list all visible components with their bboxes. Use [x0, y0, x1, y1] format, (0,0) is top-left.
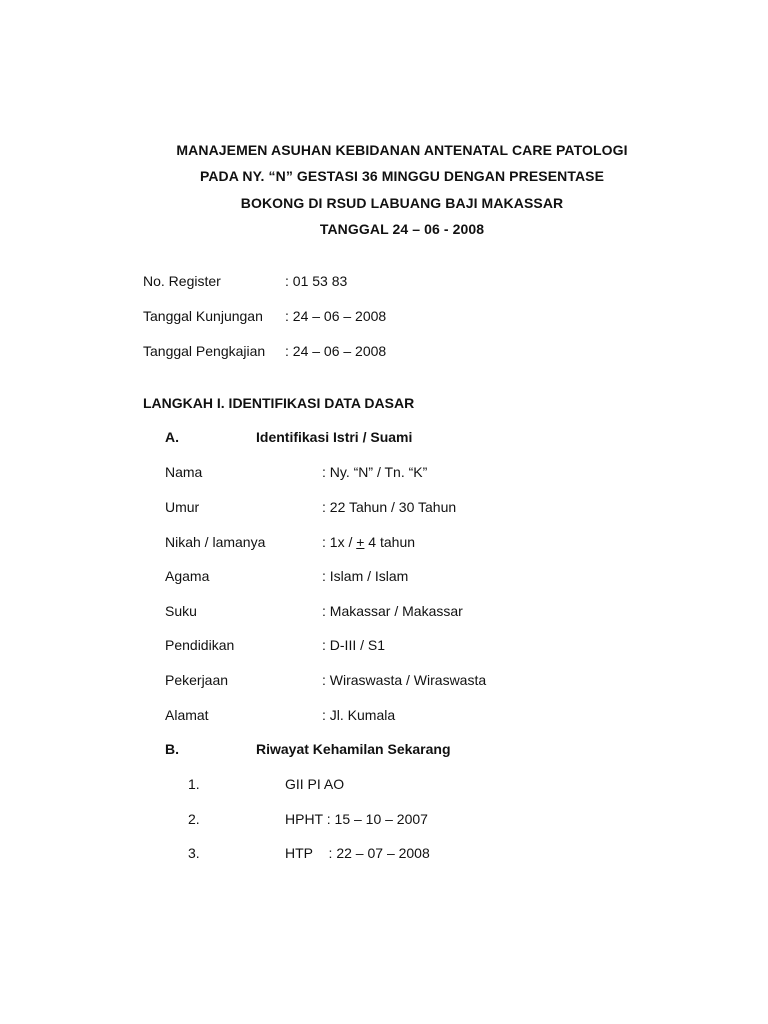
- document-title-line-2: PADA NY. “N” GESTASI 36 MINGGU DENGAN PRESENTASE: [199, 168, 605, 184]
- document-title-line-1: MANAJEMEN ASUHAN KEBIDANAN ANTENATAL CARE PATOLOGI: [176, 142, 628, 158]
- field-value-suku: : Makassar / Makassar: [322, 603, 463, 619]
- field-value-nikah-prefix: : 1x /: [322, 534, 357, 550]
- register-label: No. Register: [143, 273, 221, 289]
- step-heading: LANGKAH I. IDENTIFIKASI DATA DASAR: [143, 395, 415, 411]
- field-label-nama: Nama: [165, 464, 203, 480]
- document-title-line-4: TANGGAL 24 – 06 - 2008: [319, 221, 485, 237]
- field-value-nikah: [322, 534, 415, 550]
- list-item-number-1: 1.: [188, 776, 200, 792]
- list-item-text-2: HPHT : 15 – 10 – 2007: [285, 811, 428, 827]
- section-b-title: Riwayat Kehamilan Sekarang: [256, 741, 451, 757]
- field-label-nikah: Nikah / lamanya: [165, 534, 266, 550]
- field-label-umur: Umur: [165, 499, 200, 515]
- field-value-agama: : Islam / Islam: [322, 568, 409, 584]
- register-value: : 01 53 83: [285, 273, 348, 289]
- field-label-pekerjaan: Pekerjaan: [165, 672, 229, 688]
- visit-date-value: : 24 – 06 – 2008: [285, 308, 387, 324]
- list-item-text-1: GII PI AO: [285, 776, 345, 792]
- section-a-title: Identifikasi Istri / Suami: [256, 429, 413, 445]
- field-value-nikah-suffix: 4 tahun: [364, 534, 416, 550]
- field-value-alamat: : Jl. Kumala: [322, 707, 396, 723]
- visit-date-label: Tanggal Kunjungan: [143, 308, 263, 324]
- section-a-letter: A.: [165, 429, 179, 445]
- plus-minus-symbol: +: [356, 534, 365, 550]
- field-value-umur: : 22 Tahun / 30 Tahun: [322, 499, 457, 515]
- field-value-nama: : Ny. “N” / Tn. “K”: [322, 464, 428, 480]
- field-label-suku: Suku: [165, 603, 197, 619]
- field-label-agama: Agama: [165, 568, 210, 584]
- field-value-pekerjaan: : Wiraswasta / Wiraswasta: [322, 672, 487, 688]
- field-label-pendidikan: Pendidikan: [165, 637, 235, 653]
- document-title-line-3: BOKONG DI RSUD LABUANG BAJI MAKASSAR: [240, 195, 564, 211]
- field-value-pendidikan: : D-III / S1: [322, 637, 386, 653]
- field-label-alamat: Alamat: [165, 707, 209, 723]
- assessment-date-label: Tanggal Pengkajian: [143, 343, 266, 359]
- section-b-letter: B.: [165, 741, 179, 757]
- list-item-number-2: 2.: [188, 811, 200, 827]
- list-item-number-3: 3.: [188, 845, 200, 861]
- assessment-date-value: : 24 – 06 – 2008: [285, 343, 387, 359]
- list-item-text-3: HTP : 22 – 07 – 2008: [285, 845, 430, 861]
